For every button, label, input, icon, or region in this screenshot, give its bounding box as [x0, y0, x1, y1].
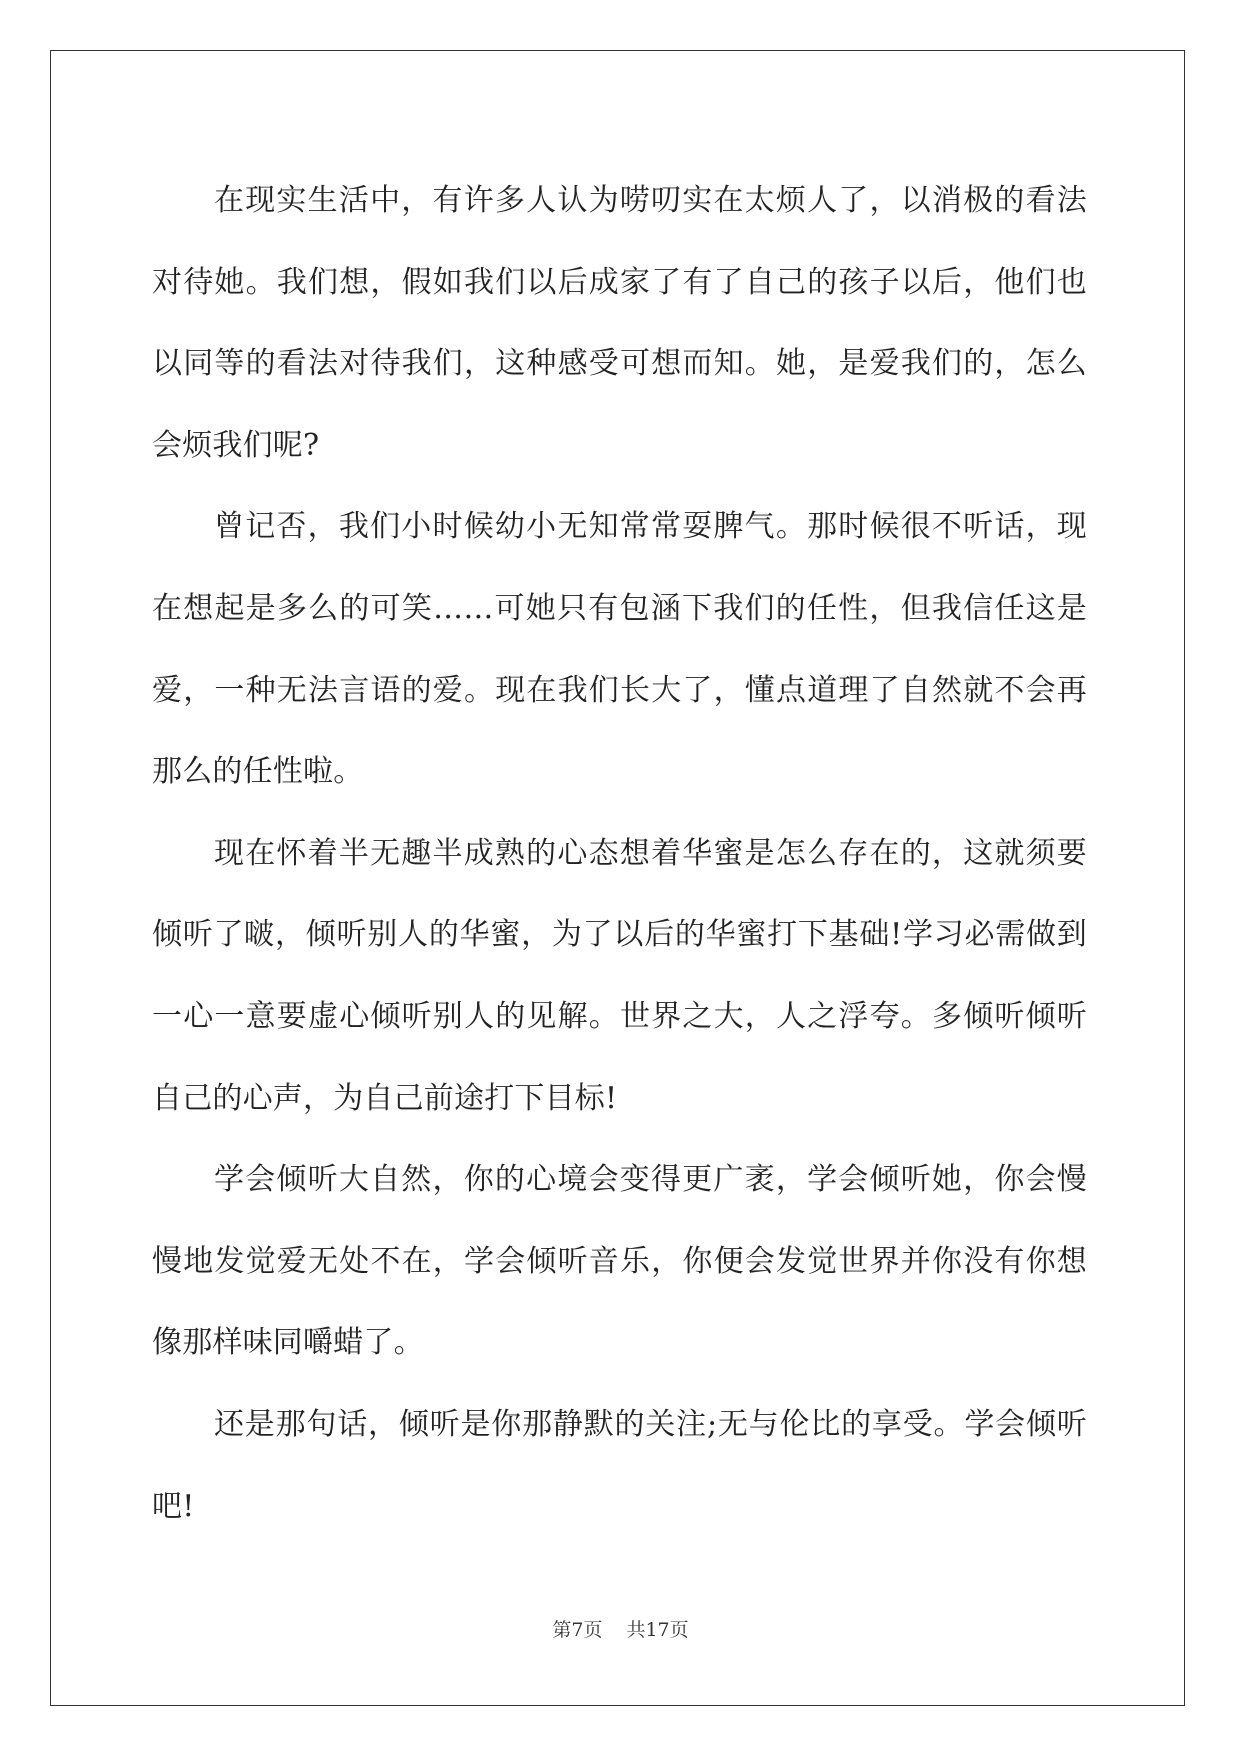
current-page-number: 第7页: [552, 1619, 603, 1641]
paragraph: 还是那句话，倾听是你那静默的关注;无与伦比的享受。学会倾听吧!: [152, 1406, 1087, 1524]
page-footer: [0, 1618, 1241, 1642]
document-body: [152, 160, 1087, 1547]
paragraph: 现在怀着半无趣半成熟的心态想着华蜜是怎么存在的，这就须要倾听了啵，倾听别人的华蜜，为了以后的华蜜打下基础!学习必需做到一心一意要虚心倾听别人的见解。世界之大，人之浮夸。多倾听倾听自己的心声，为自己前途打下目标!: [152, 835, 1087, 1116]
paragraph: 学会倾听大自然，你的心境会变得更广袤，学会倾听她，你会慢慢地发觉爱无处不在，学会倾听音乐，你便会发觉世界并你没有你想像那样味同嚼蜡了。: [152, 1162, 1087, 1361]
total-page-count: 共17页: [626, 1619, 689, 1641]
paragraph: 曾记否，我们小时候幼小无知常常耍脾气。那时候很不听话，现在想起是多么的可笑……可她只有包涵下我们的任性，但我信任这是爱，一种无法言语的爱。现在我们长大了，懂点道理了自然就不会再那么的任性啦。: [152, 509, 1087, 790]
paragraph: 在现实生活中，有许多人认为唠叨实在太烦人了，以消极的看法对待她。我们想，假如我们以后成家了有了自己的孩子以后，他们也以同等的看法对待我们，这种感受可想而知。她，是爱我们的，怎么会烦我们呢?: [152, 183, 1087, 463]
